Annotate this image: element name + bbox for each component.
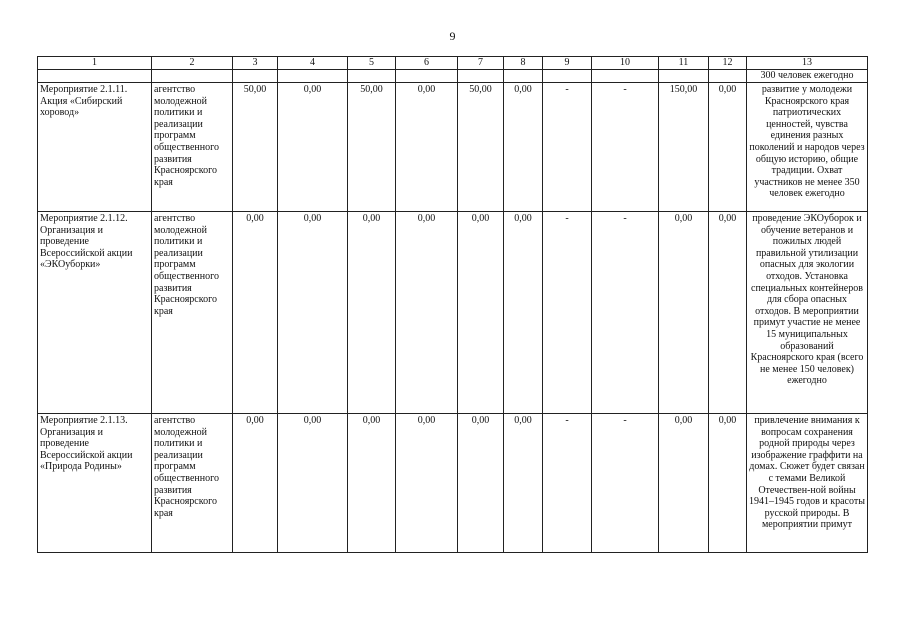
responsible-agency: агентство молодежной политики и реализации программ общественного развития Красноярского края: [152, 414, 233, 553]
value-cell: 150,00: [659, 83, 709, 212]
value-cell: 0,00: [278, 212, 348, 414]
col-header-6: 6: [396, 57, 458, 70]
value-cell: 50,00: [458, 83, 504, 212]
col-header-7: 7: [458, 57, 504, 70]
value-cell: 0,00: [709, 414, 747, 553]
value-cell: 0,00: [396, 212, 458, 414]
expected-result: развитие у молодежи Красноярского края патриотических ценностей, чувства единения разных поколений и народов через общую историю, общие традиции. Охват участников не менее 350 человек ежегодно: [747, 83, 868, 212]
activity-name: Мероприятие 2.1.13. Организация и проведение Всероссийской акции «Природа Родины»: [38, 414, 152, 553]
value-cell: 0,00: [458, 414, 504, 553]
col-header-1: 1: [38, 57, 152, 70]
value-cell: 0,00: [233, 414, 278, 553]
value-cell: 0,00: [348, 212, 396, 414]
col-header-8: 8: [504, 57, 543, 70]
col-header-11: 11: [659, 57, 709, 70]
value-cell: 50,00: [348, 83, 396, 212]
value-cell: 0,00: [504, 83, 543, 212]
value-cell: 0,00: [709, 83, 747, 212]
value-cell: -: [592, 414, 659, 553]
value-cell: 0,00: [504, 212, 543, 414]
responsible-agency: агентство молодежной политики и реализации программ общественного развития Красноярского края: [152, 212, 233, 414]
value-cell: 0,00: [659, 212, 709, 414]
col-header-9: 9: [543, 57, 592, 70]
value-cell: 0,00: [709, 212, 747, 414]
value-cell: 0,00: [458, 212, 504, 414]
responsible-agency: агентство молодежной политики и реализации программ общественного развития Красноярского края: [152, 83, 233, 212]
table-row: [38, 212, 868, 414]
table-row: [38, 414, 868, 553]
program-table: [37, 56, 868, 553]
value-cell: -: [543, 83, 592, 212]
col-header-2: 2: [152, 57, 233, 70]
expected-result: привлечение внимания к вопросам сохранения родной природы через изображение граффити на домах. Сюжет будет связан с темами Великой Отечествен-ной войны 1941–1945 годов и красоты русской природы. В мероприятии примут: [747, 414, 868, 553]
page-number: 9: [449, 29, 456, 43]
expected-result: проведение ЭКОуборок и обучение ветеранов и пожилых людей правильной утилизации опасных для экологии отходов. Установка специальных контейнеров для сбора опасных отходов. В мероприятии примут участие не менее 15 муниципальных образований Красноярского края (всего не менее 150 человек) ежегодно: [747, 212, 868, 414]
value-cell: -: [592, 212, 659, 414]
value-cell: 0,00: [348, 414, 396, 553]
value-cell: -: [543, 212, 592, 414]
continuation-row: [38, 70, 868, 83]
col-header-4: 4: [278, 57, 348, 70]
continued-result: 300 человек ежегодно: [747, 70, 868, 83]
header-row: [38, 57, 868, 70]
value-cell: 0,00: [233, 212, 278, 414]
col-header-12: 12: [709, 57, 747, 70]
activity-name: Мероприятие 2.1.11. Акция «Сибирский хоровод»: [38, 83, 152, 212]
col-header-10: 10: [592, 57, 659, 70]
value-cell: 0,00: [504, 414, 543, 553]
col-header-5: 5: [348, 57, 396, 70]
value-cell: 0,00: [278, 414, 348, 553]
activity-name: Мероприятие 2.1.12. Организация и проведение Всероссийской акции «ЭКОуборки»: [38, 212, 152, 414]
table-row: [38, 83, 868, 212]
value-cell: -: [592, 83, 659, 212]
value-cell: 0,00: [396, 414, 458, 553]
col-header-3: 3: [233, 57, 278, 70]
value-cell: 0,00: [396, 83, 458, 212]
value-cell: -: [543, 414, 592, 553]
value-cell: 0,00: [278, 83, 348, 212]
col-header-13: 13: [747, 57, 868, 70]
value-cell: 50,00: [233, 83, 278, 212]
value-cell: 0,00: [659, 414, 709, 553]
